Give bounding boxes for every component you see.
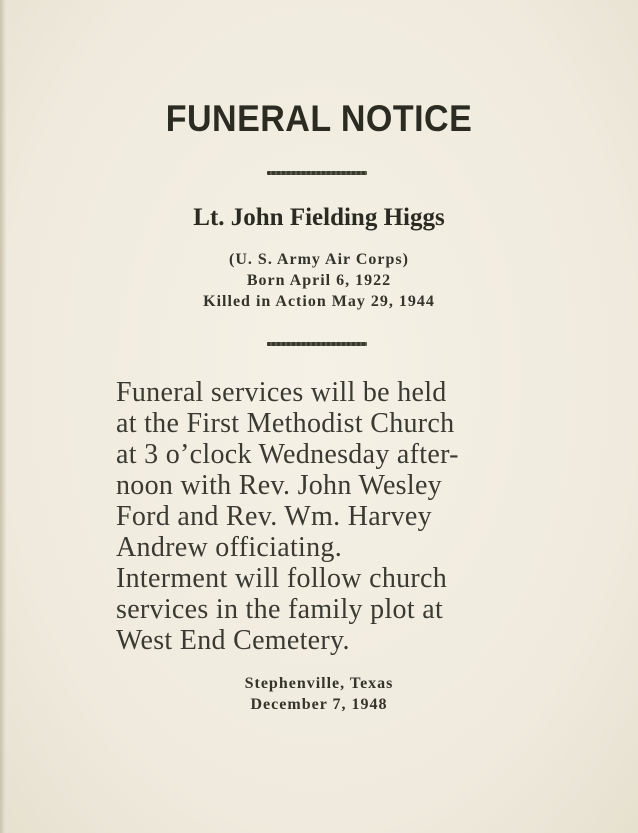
death-date: Killed in Action May 29, 1944 (203, 293, 435, 310)
service-details-line: at the First Methodist Church (116, 408, 455, 439)
notice-title: FUNERAL NOTICE (165, 98, 473, 139)
notice-location: Stephenville, Texas (244, 675, 394, 692)
service-details-line: services in the family plot at (116, 594, 444, 625)
service-branch: (U. S. Army Air Corps) (229, 251, 409, 268)
service-details-line: at 3 o’clock Wednesday after- (116, 439, 459, 470)
service-details-line: Interment will follow church (116, 563, 448, 594)
deceased-name: Lt. John Fielding Higgs (193, 204, 445, 231)
service-details-line: Funeral services will be held (116, 377, 447, 408)
service-details (116, 377, 536, 656)
service-details-line: noon with Rev. John Wesley (116, 470, 442, 501)
service-details-line: Andrew officiating. (116, 532, 343, 563)
decorative-rule-top (267, 171, 367, 175)
notice-date: December 7, 1948 (250, 696, 388, 713)
service-details-line: West End Cemetery. (116, 625, 350, 656)
birth-date: Born April 6, 1922 (246, 272, 392, 289)
decorative-rule-bottom (267, 342, 367, 346)
service-details-line: Ford and Rev. Wm. Harvey (116, 501, 432, 532)
